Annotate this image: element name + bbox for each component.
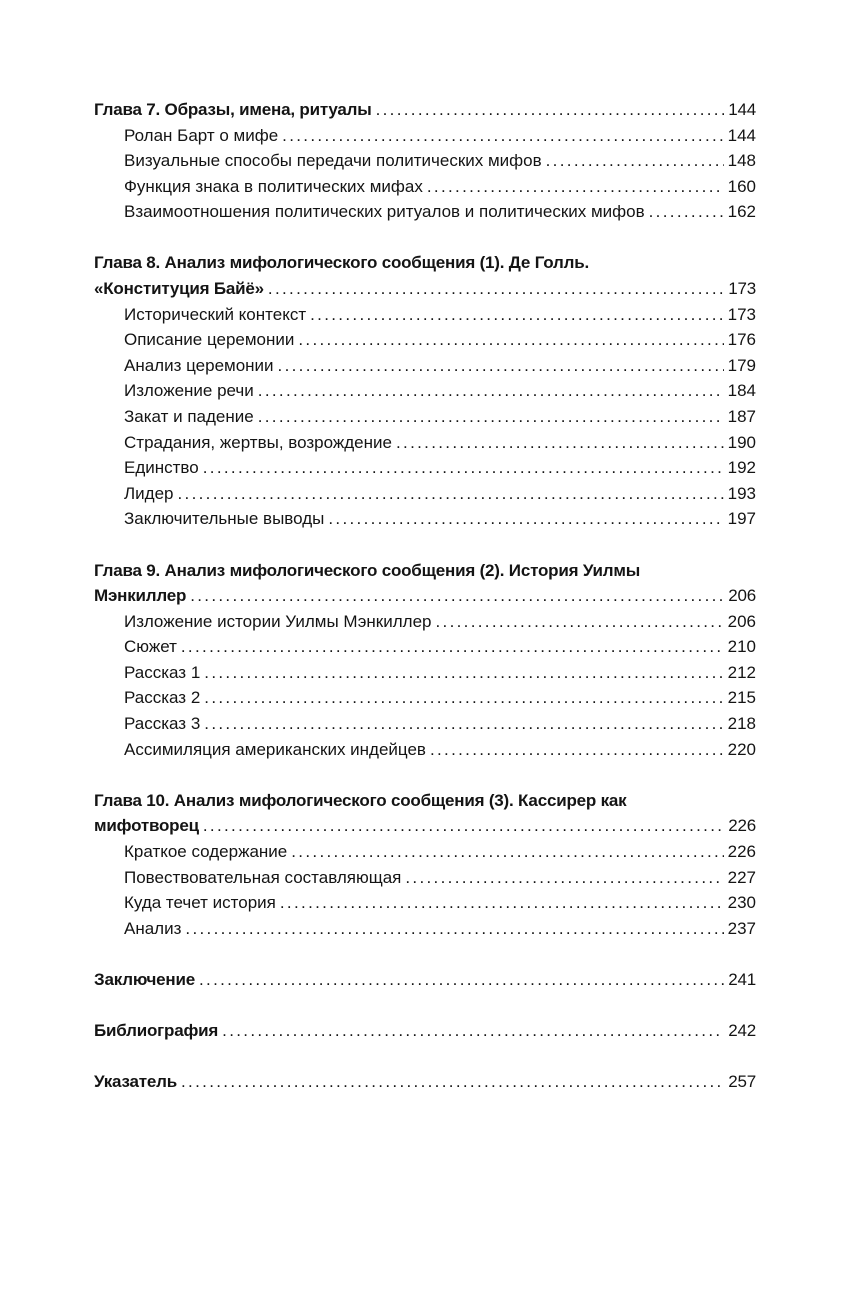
entry-title: Взаимоотношения политических ритуалов и политических мифов xyxy=(124,202,645,222)
page-number: 206 xyxy=(727,611,756,631)
entry-title: Анализ xyxy=(124,918,182,938)
chapter-heading[interactable] xyxy=(94,967,756,993)
entry-title: Описание церемонии xyxy=(124,330,295,350)
page-number: 197 xyxy=(727,509,756,529)
page-number: 162 xyxy=(727,202,756,222)
page-number: 220 xyxy=(727,739,756,759)
entry-title: Страдания, жертвы, возрождение xyxy=(124,432,392,452)
toc-entry[interactable] xyxy=(94,455,756,481)
page-number: 215 xyxy=(727,688,756,708)
toc-entry[interactable] xyxy=(94,199,756,225)
dot-leader xyxy=(427,174,724,200)
entry-title: Краткое содержание xyxy=(124,841,288,861)
page-number: 144 xyxy=(728,100,756,119)
toc-entry[interactable] xyxy=(94,174,756,200)
entry-title: Ассимиляция американских индейцев xyxy=(124,739,426,759)
toc-entry[interactable] xyxy=(94,685,756,711)
dot-leader xyxy=(204,711,723,737)
page-number: 242 xyxy=(728,1020,756,1040)
dot-leader xyxy=(204,660,723,686)
dot-leader xyxy=(282,123,723,149)
entry-title: Рассказ 1 xyxy=(124,662,201,682)
dot-leader xyxy=(203,455,724,481)
chapter-heading[interactable] xyxy=(94,583,756,609)
entry-title: Заключительные выводы xyxy=(124,509,325,529)
chapter-title-line-2: мифотворец xyxy=(94,816,199,836)
toc-entry[interactable] xyxy=(94,353,756,379)
chapter-title: Глава 7. Образы, имена, ритуалы xyxy=(94,100,372,119)
dot-leader xyxy=(190,583,724,609)
dot-leader xyxy=(298,327,723,353)
dot-leader xyxy=(222,1018,724,1044)
toc-entry[interactable] xyxy=(94,302,756,328)
dot-leader xyxy=(204,685,723,711)
dot-leader xyxy=(430,737,724,763)
toc-chapter-7 xyxy=(94,97,756,225)
page-number: 210 xyxy=(727,637,756,657)
dot-leader xyxy=(310,302,724,328)
chapter-title-line-1[interactable]: Глава 9. Анализ мифологического сообщения (2). История Уилмы xyxy=(94,560,641,580)
toc-entry[interactable] xyxy=(94,711,756,737)
page-number: 226 xyxy=(727,841,756,861)
toc-index xyxy=(94,1069,756,1095)
chapter-title: Библиография xyxy=(94,1020,219,1040)
dot-leader xyxy=(396,430,724,456)
page-number: 230 xyxy=(727,893,756,913)
chapter-title-line-1[interactable]: Глава 10. Анализ мифологического сообщения (3). Кассирер как xyxy=(94,790,627,810)
entry-title: Рассказ 2 xyxy=(124,688,201,708)
chapter-heading[interactable] xyxy=(94,97,756,123)
dot-leader xyxy=(328,506,723,532)
toc-entry[interactable] xyxy=(94,123,756,149)
table-of-contents xyxy=(94,97,756,1120)
toc-entry[interactable] xyxy=(94,609,756,635)
dot-leader xyxy=(181,1069,724,1095)
dot-leader xyxy=(376,97,725,123)
page-number: 184 xyxy=(727,381,756,401)
toc-entry[interactable] xyxy=(94,916,756,942)
toc-conclusion xyxy=(94,967,756,993)
toc-chapter-9 xyxy=(94,558,756,763)
chapter-title-line-2: Мэнкиллер xyxy=(94,586,187,606)
dot-leader xyxy=(203,813,724,839)
page-number: 218 xyxy=(727,714,756,734)
dot-leader xyxy=(405,865,723,891)
toc-chapter-8 xyxy=(94,250,756,532)
toc-entry[interactable] xyxy=(94,737,756,763)
page-number: 193 xyxy=(727,483,756,503)
page-number: 212 xyxy=(727,662,756,682)
page-number: 144 xyxy=(727,125,756,145)
toc-entry[interactable] xyxy=(94,890,756,916)
page-number: 173 xyxy=(728,279,756,299)
page-number: 237 xyxy=(727,918,756,938)
dot-leader xyxy=(291,839,723,865)
chapter-title-line-1[interactable]: Глава 8. Анализ мифологического сообщения (1). Де Голль. xyxy=(94,253,590,273)
entry-title: Визуальные способы передачи политических мифов xyxy=(124,151,542,171)
entry-title: Сюжет xyxy=(124,637,177,657)
entry-title: Исторический контекст xyxy=(124,304,307,324)
toc-entry[interactable] xyxy=(94,839,756,865)
entry-title: Изложение речи xyxy=(124,381,254,401)
dot-leader xyxy=(181,634,724,660)
toc-entry[interactable] xyxy=(94,865,756,891)
dot-leader xyxy=(435,609,723,635)
page-number: 206 xyxy=(728,586,756,606)
chapter-heading[interactable] xyxy=(94,813,756,839)
entry-title: Повествовательная составляющая xyxy=(124,867,402,887)
chapter-title: Заключение xyxy=(94,969,195,989)
toc-entry[interactable] xyxy=(94,634,756,660)
page-number: 227 xyxy=(727,867,756,887)
page-number: 176 xyxy=(727,330,756,350)
chapter-heading[interactable] xyxy=(94,276,756,302)
dot-leader xyxy=(177,481,723,507)
toc-entry[interactable] xyxy=(94,506,756,532)
toc-chapter-10 xyxy=(94,788,756,942)
entry-title: Единство xyxy=(124,458,199,478)
toc-entry[interactable] xyxy=(94,481,756,507)
page-number: 148 xyxy=(727,151,756,171)
entry-title: Лидер xyxy=(124,483,174,503)
entry-title: Анализ церемонии xyxy=(124,355,274,375)
entry-title: Функция знака в политических мифах xyxy=(124,176,423,196)
page-number: 241 xyxy=(728,969,756,989)
entry-title: Рассказ 3 xyxy=(124,714,201,734)
chapter-heading[interactable] xyxy=(94,1069,756,1095)
dot-leader xyxy=(258,378,724,404)
dot-leader xyxy=(649,199,724,225)
entry-title: Закат и падение xyxy=(124,407,254,427)
dot-leader xyxy=(546,148,724,174)
toc-entry[interactable] xyxy=(94,148,756,174)
entry-title: Куда течет история xyxy=(124,893,276,913)
chapter-title-line-2: «Конституция Байё» xyxy=(94,279,264,299)
page-number: 192 xyxy=(727,458,756,478)
chapter-heading[interactable] xyxy=(94,1018,756,1044)
page-number: 257 xyxy=(728,1072,756,1091)
page-number: 187 xyxy=(727,407,756,427)
page-number: 190 xyxy=(727,432,756,452)
dot-leader xyxy=(258,404,724,430)
toc-entry[interactable] xyxy=(94,660,756,686)
dot-leader xyxy=(268,276,724,302)
page-number: 179 xyxy=(727,355,756,375)
toc-entry[interactable] xyxy=(94,327,756,353)
chapter-title: Указатель xyxy=(94,1072,178,1091)
dot-leader xyxy=(278,353,724,379)
page-number: 226 xyxy=(728,816,756,836)
toc-entry[interactable] xyxy=(94,430,756,456)
toc-entry[interactable] xyxy=(94,404,756,430)
dot-leader xyxy=(185,916,723,942)
toc-bibliography xyxy=(94,1018,756,1044)
entry-title: Изложение истории Уилмы Мэнкиллер xyxy=(124,611,432,631)
entry-title: Ролан Барт о мифе xyxy=(124,125,279,145)
page-number: 173 xyxy=(727,304,756,324)
dot-leader xyxy=(280,890,724,916)
toc-entry[interactable] xyxy=(94,378,756,404)
page-number: 160 xyxy=(727,176,756,196)
dot-leader xyxy=(199,967,724,993)
